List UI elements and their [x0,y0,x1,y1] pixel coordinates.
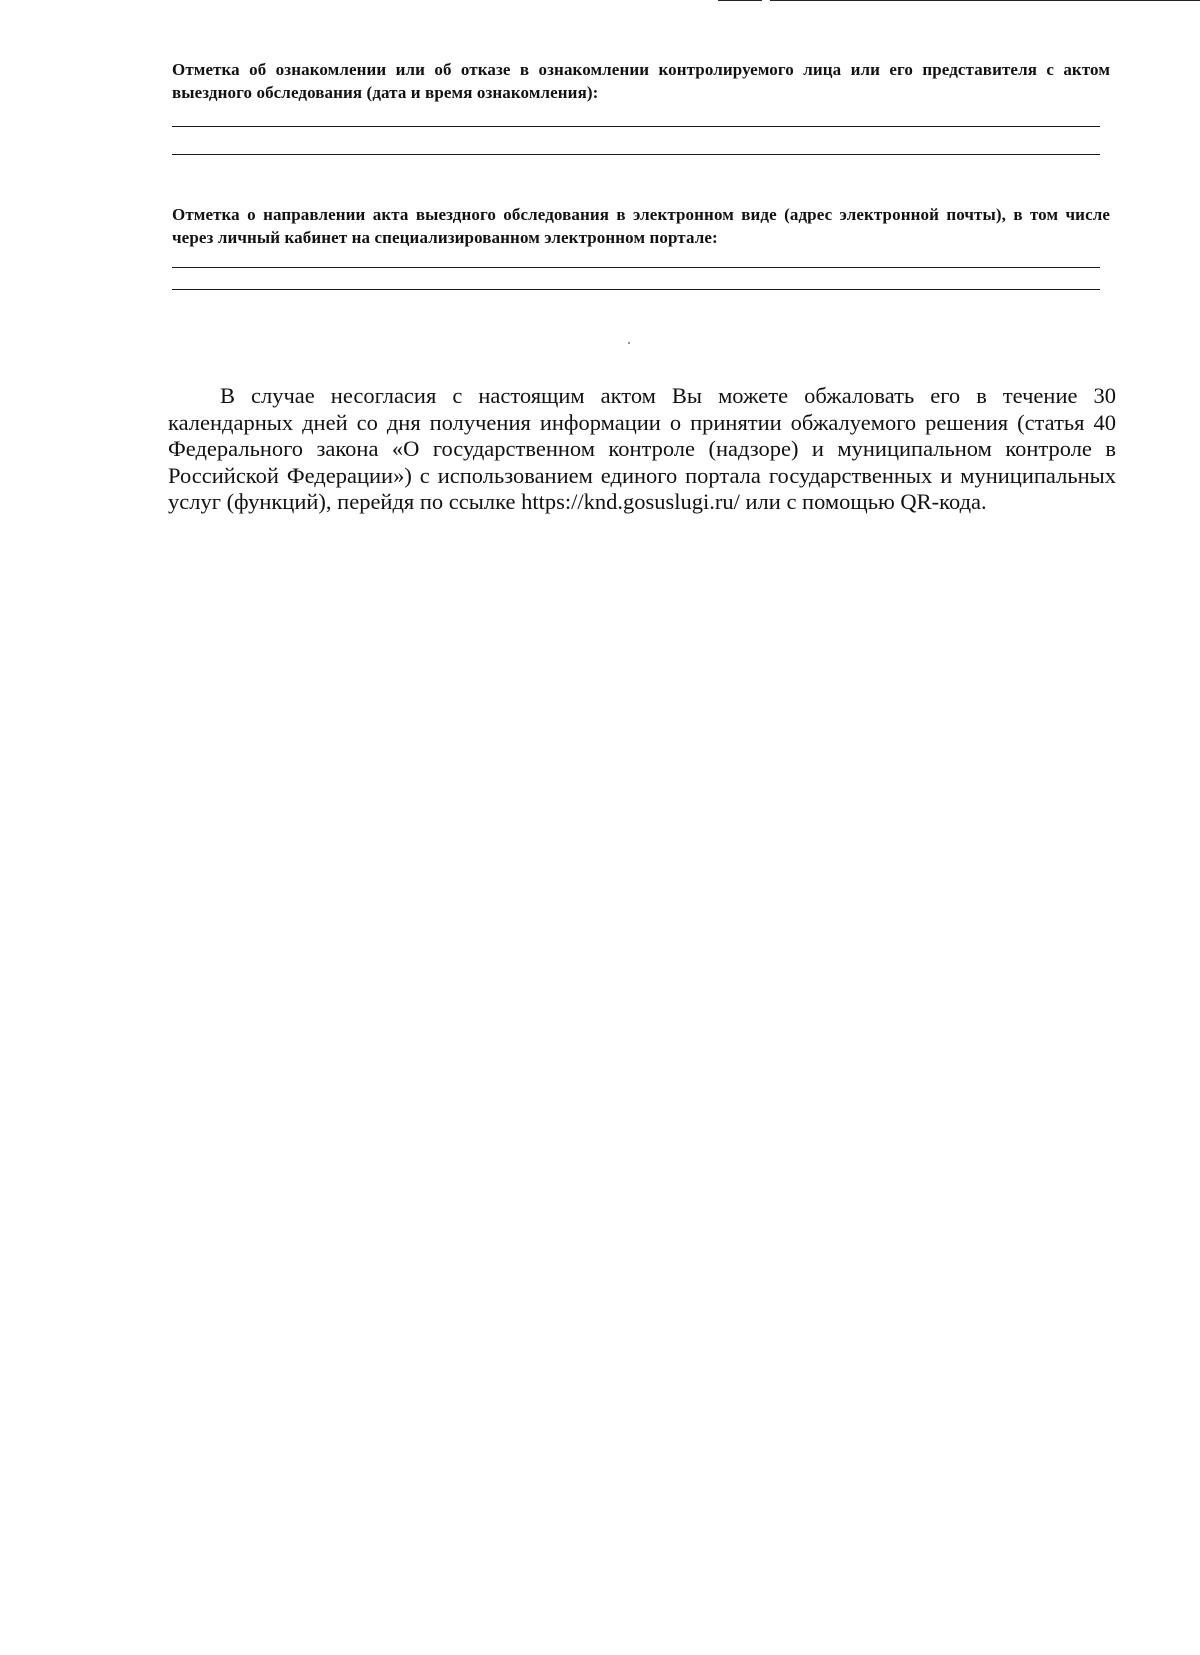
acknowledgement-fill-line [172,154,1100,155]
scan-mark [718,0,762,1]
email-notice-fill-line [172,289,1100,290]
acknowledgement-title: Отметка об ознакомлении или об отказе в ознакомлении контролируемого лица или его представителя с актом выездного обследования (дата и время ознакомления): [172,60,1110,102]
acknowledgement-fill-line [172,126,1100,127]
acknowledgement-section [172,58,1110,104]
scan-speck [628,342,630,344]
email-notice-title: Отметка о направлении акта выездного обследования в электронном виде (адрес электронной почты), в том числе через личный кабинет на специализированном электронном портале: [172,205,1110,247]
email-notice-section [172,203,1110,249]
scan-mark [770,0,1200,1]
email-notice-fill-line [172,267,1100,268]
appeal-paragraph: В случае несогласия с настоящим актом Вы можете обжаловать его в течение 30 календарных дней со дня получения информации о принятии обжалуемого решения (статья 40 Федерального закона «О государственном контроле (надзоре) и муниципальном контроле в Российской Федерации») с использованием единого портала государственных и муниципальных услуг (функций), перейдя по ссылке https://knd.gosuslugi.ru/ или с помощью QR-кода. [168,383,1116,514]
